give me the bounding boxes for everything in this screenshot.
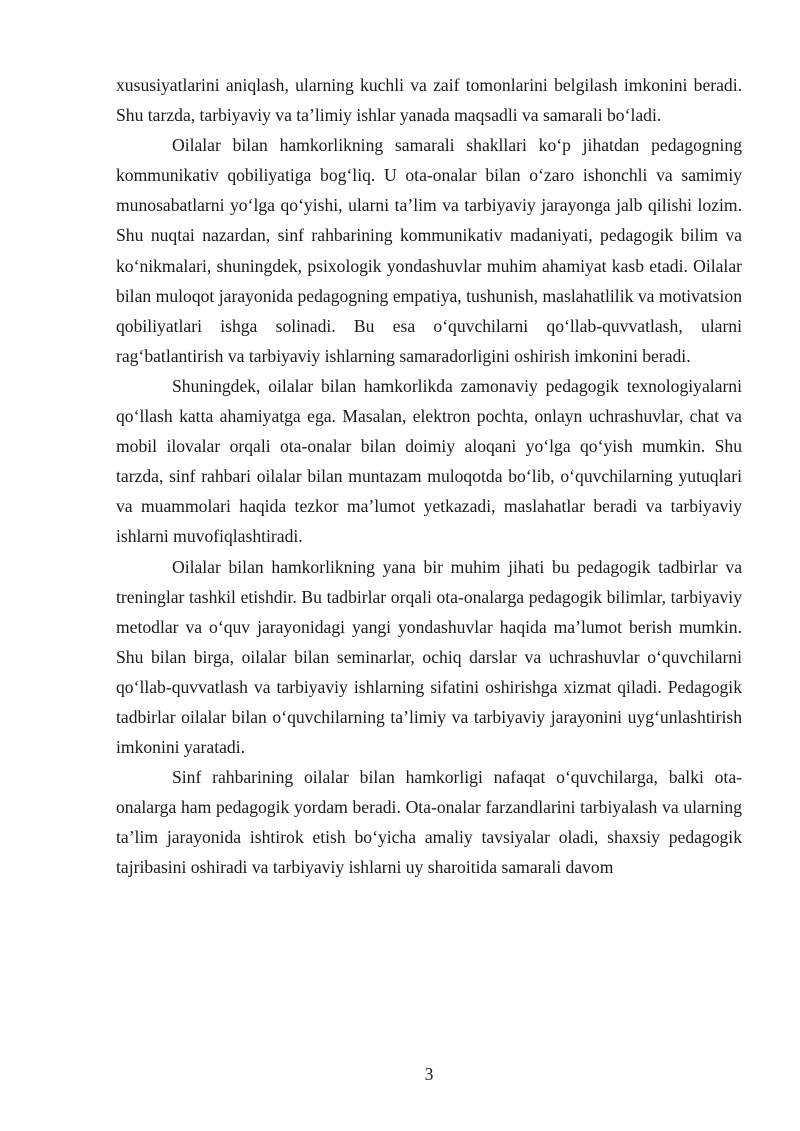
body-text [116, 70, 742, 883]
paragraph: Shuningdek, oilalar bilan hamkorlikda zamonaviy pedagogik texnologiyalarni qo‘llash katta ahamiyatga ega. Masalan, elektron pochta, onlayn uchrashuvlar, chat va mobil ilovalar orqali ota-onalar bilan doimiy aloqani yo‘lga qo‘yish mumkin. Shu tarzda, sinf rahbari oilalar bilan muntazam muloqotda bo‘lib, o‘quvchilarning yutuqlari va muammolari haqida tezkor ma’lumot yetkazadi, maslahatlar beradi va tarbiyaviy ishlarni muvofiqlashtiradi. [116, 375, 742, 547]
paragraph: Oilalar bilan hamkorlikning samarali shakllari ko‘p jihatdan pedagogning kommunikativ qobiliyatiga bog‘liq. U ota-onalar bilan o‘zaro ishonchli va samimiy munosabatlarni yo‘lga qo‘yishi, ularni ta’lim va tarbiyaviy jarayonga jalb qilishi lozim. Shu nuqtai nazardan, sinf rahbarining kommunikativ madaniyati, pedagogik bilim va ko‘nikmalari, shuningdek, psixologik yondashuvlar muhim ahamiyat kasb etadi. Oilalar bilan muloqot jarayonida pedagogning empatiya, tushunish, maslahatlilik va motivatsion qobiliyatlari ishga solinadi. Bu esa o‘quvchilarni qo‘llab-quvvatlash, ularni rag‘batlantirish va tarbiyaviy ishlarning samaradorligini oshirish imkonini beradi. [116, 135, 742, 366]
paragraph-continued: xususiyatlarini aniqlash, ularning kuchli va zaif tomonlarini belgilash imkonini beradi. Shu tarzda, tarbiyaviy va ta’limiy ishlar yanada maqsadli va samarali bo‘ladi. [116, 75, 742, 126]
paragraph: Oilalar bilan hamkorlikning yana bir muhim jihati bu pedagogik tadbirlar va treninglar tashkil etishdir. Bu tadbirlar orqali ota-onalarga pedagogik bilimlar, tarbiyaviy metodlar va o‘quv jarayonidagi yangi yondashuvlar haqida ma’lumot berish mumkin. Shu bilan birga, oilalar bilan seminarlar, ochiq darslar va uchrashuvlar o‘quvchilarni qo‘llab-quvvatlash va tarbiyaviy ishlarning sifatini oshirishga xizmat qiladi. Pedagogik tadbirlar oilalar bilan o‘quvchilarning ta’limiy va tarbiyaviy jarayonini uyg‘unlashtirish imkonini yaratadi. [116, 556, 742, 758]
page-number: 3 [424, 1064, 434, 1084]
paragraph: Sinf rahbarining oilalar bilan hamkorligi nafaqat o‘quvchilarga, balki ota-onalarga ham pedagogik yordam beradi. Ota-onalar farzandlarini tarbiyalash va ularning ta’lim jarayonida ishtirok etish bo‘yicha amaliy tavsiyalar oladi, shaxsiy pedagogik tajribasini oshiradi va tarbiyaviy ishlarni uy sharoitida samarali davom [116, 767, 742, 878]
